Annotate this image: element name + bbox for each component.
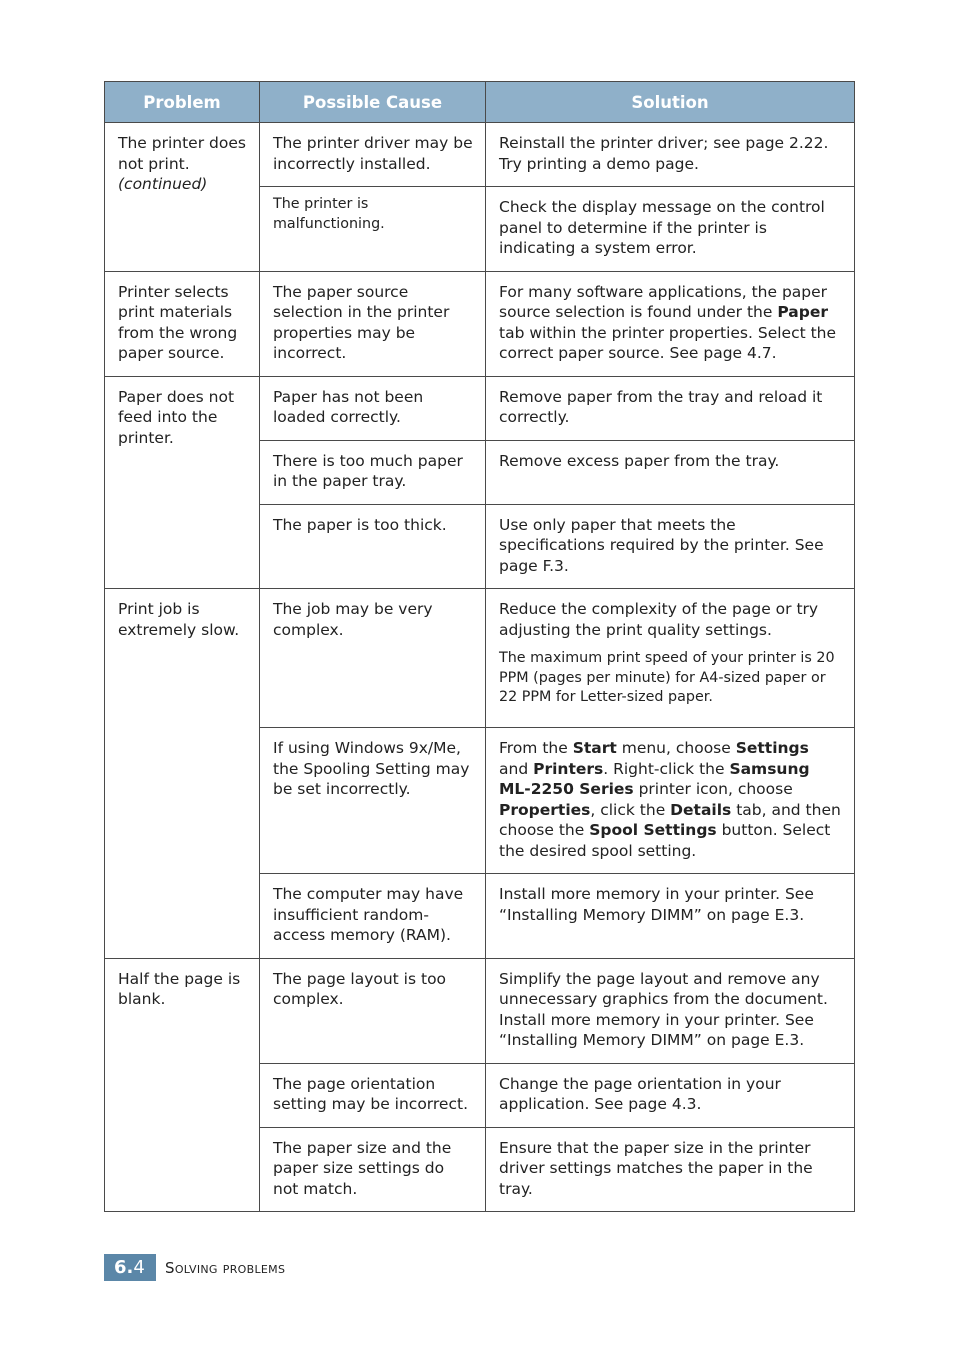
bold-term: Paper (777, 303, 828, 321)
bold-term: Properties (499, 800, 591, 819)
bold-term: Spool Settings (589, 821, 717, 839)
cause-cell: The paper source selection in the printer properties may be incorrect. (260, 271, 486, 376)
cause-cell: The printer is malfunctioning. (260, 187, 486, 272)
solution-cell: Check the display message on the control panel to determine if the printer is indicating a system error. (486, 187, 855, 272)
page-number-badge (104, 1254, 156, 1281)
chapter-title: Solving problems (165, 1258, 286, 1277)
solution-cell: Remove excess paper from the tray. (486, 440, 855, 504)
table-header-row (105, 82, 855, 123)
cause-cell: The paper is too thick. (260, 504, 486, 589)
solution-cell: Simplify the page layout and remove any unnecessary graphics from the document. Install more memory in your printer. See “Installing Memory DIMM” on page E.3. (486, 958, 855, 1063)
page-number: 4 (133, 1257, 145, 1278)
chapter-number: 6. (114, 1257, 134, 1278)
cause-cell: Paper has not been loaded correctly. (260, 376, 486, 440)
table-row (105, 376, 855, 440)
solution-cell: Use only paper that meets the specifications required by the printer. See page F.3. (486, 504, 855, 589)
table-row (105, 589, 855, 728)
solution-note: The maximum print speed of your printer is 20 PPM (pages per minute) for A4-sized paper or 22 PPM for Letter-sized paper. (499, 650, 835, 705)
header-problem: Problem (105, 82, 260, 123)
cause-cell: The paper size and the paper size settings do not match. (260, 1127, 486, 1212)
problem-cell (105, 123, 260, 272)
bold-term: Details (670, 800, 732, 819)
table-row (105, 958, 855, 1063)
solution-cell: Reinstall the printer driver; see page 2.22. Try printing a demo page. (486, 123, 855, 187)
problem-continued-note: (continued) (118, 175, 208, 193)
solution-cell: Remove paper from the tray and reload it correctly. (486, 376, 855, 440)
solution-cell: Install more memory in your printer. See “Installing Memory DIMM” on page E.3. (486, 874, 855, 959)
solution-cell (486, 589, 855, 728)
header-solution: Solution (486, 82, 855, 123)
cause-cell: The computer may have insufficient random-access memory (RAM). (260, 874, 486, 959)
problem-cell: Printer selects print materials from the wrong paper source. (105, 271, 260, 376)
bold-term: Settings (735, 739, 809, 757)
problem-cell: Paper does not feed into the printer. (105, 376, 260, 589)
cause-cell: The printer driver may be incorrectly installed. (260, 123, 486, 187)
table-row (105, 271, 855, 376)
troubleshooting-table (104, 81, 855, 1212)
table-row (105, 123, 855, 187)
cause-cell: The job may be very complex. (260, 589, 486, 728)
solution-cell: From the Start menu, choose Settings and Printers. Right-click the Samsung ML-2250 Series printer icon, choose Properties, click the Details tab, and then choose the Spool Settings button. Select the desired spool setting. (486, 728, 855, 874)
problem-cell: Half the page is blank. (105, 958, 260, 1212)
cause-cell: The page orientation setting may be incorrect. (260, 1063, 486, 1127)
cause-cell: If using Windows 9x/Me, the Spooling Setting may be set incorrectly. (260, 728, 486, 874)
bold-term: Printers (533, 759, 604, 778)
header-possible-cause: Possible Cause (260, 82, 486, 123)
bold-term: Samsung ML-2250 Series (499, 759, 810, 798)
cause-cell: The page layout is too complex. (260, 958, 486, 1063)
page-footer (104, 1254, 285, 1281)
bold-term: Start (572, 739, 617, 757)
solution-cell: For many software applications, the paper source selection is found under the Paper tab within the printer properties. Select the correct paper source. See page 4.7. (486, 271, 855, 376)
problem-text: The printer does not print. (118, 134, 246, 173)
problem-cell: Print job is extremely slow. (105, 589, 260, 959)
cause-cell: There is too much paper in the paper tray. (260, 440, 486, 504)
solution-cell: Ensure that the paper size in the printer driver settings matches the paper in the tray. (486, 1127, 855, 1212)
solution-text: Reduce the complexity of the page or try adjusting the print quality settings. (499, 600, 819, 639)
solution-cell: Change the page orientation in your application. See page 4.3. (486, 1063, 855, 1127)
